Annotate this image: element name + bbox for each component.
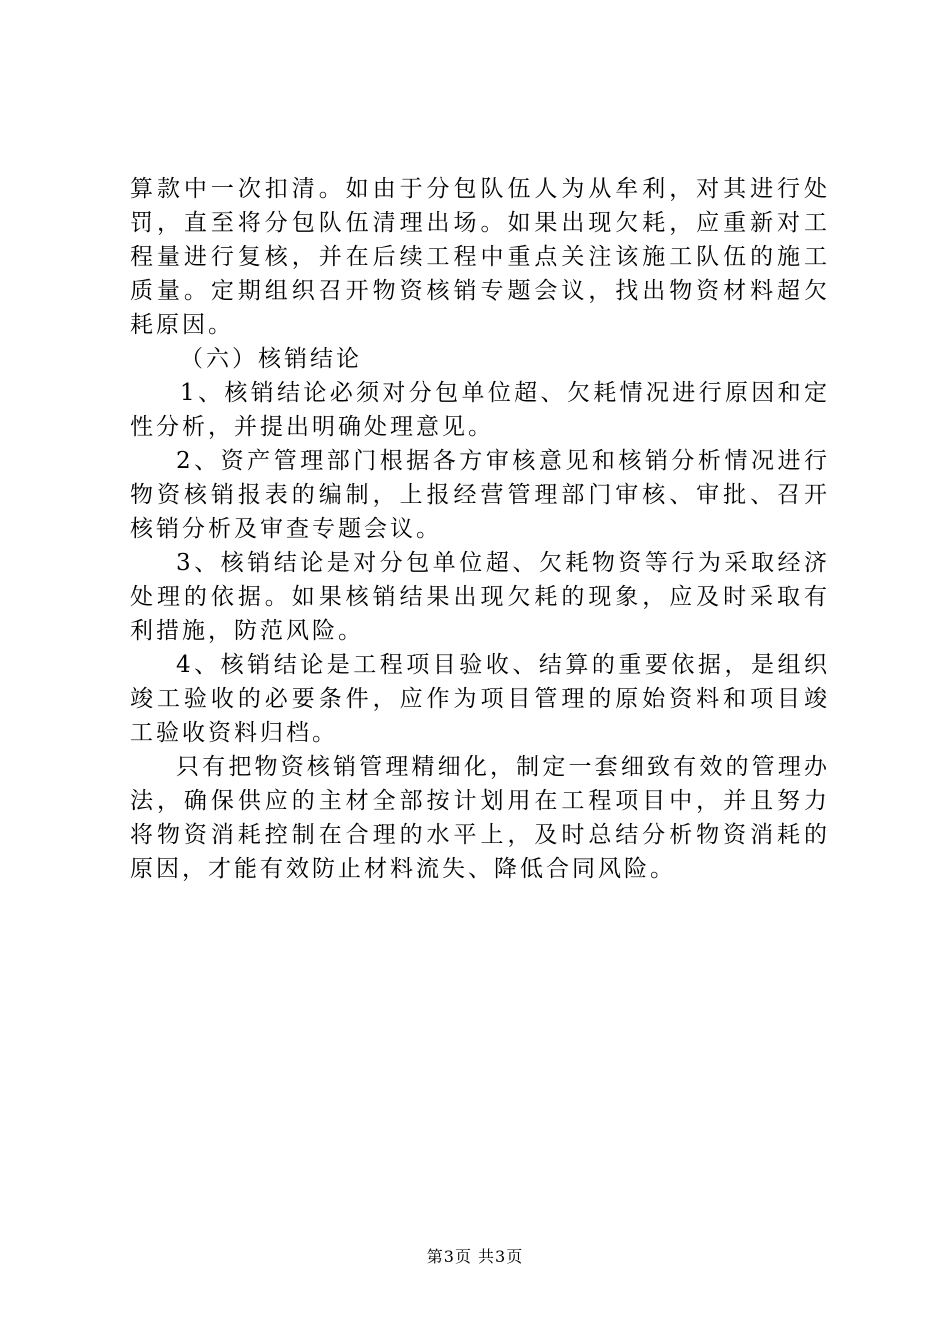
paragraph-item-3: 3、核销结论是对分包单位超、欠耗物资等行为采取经济处理的依据。如果核销结果出现欠耗的现象，应及时采取有利措施，防范风险。: [130, 550, 830, 644]
paragraph-item-2: 2、资产管理部门根据各方审核意见和核销分析情况进行物资核销报表的编制，上报经营管理部门审核、审批、召开核销分析及审查专题会议。: [130, 448, 830, 542]
document-body: [130, 172, 830, 886]
paragraph-item-1: 1、核销结论必须对分包单位超、欠耗情况进行原因和定性分析，并提出明确处理意见。: [130, 380, 830, 440]
paragraph-continuation: 算款中一次扣清。如由于分包队伍人为从牟利，对其进行处罚，直至将分包队伍清理出场。如果出现欠耗，应重新对工程量进行复核，并在后续工程中重点关注该施工队伍的施工质量。定期组织召开物资核销专题会议，找出物资材料超欠耗原因。: [130, 176, 830, 338]
paragraph-item-4: 4、核销结论是工程项目验收、结算的重要依据，是组织竣工验收的必要条件，应作为项目管理的原始资料和项目竣工验收资料归档。: [130, 652, 830, 746]
paragraph-summary: 只有把物资核销管理精细化，制定一套细致有效的管理办法，确保供应的主材全部按计划用在工程项目中，并且努力将物资消耗控制在合理的水平上，及时总结分析物资消耗的原因，才能有效防止材料流失、降低合同风险。: [130, 754, 830, 882]
section-heading-conclusion: （六）核销结论: [180, 346, 362, 372]
page-number-footer: 第3页 共3页: [426, 1247, 524, 1266]
